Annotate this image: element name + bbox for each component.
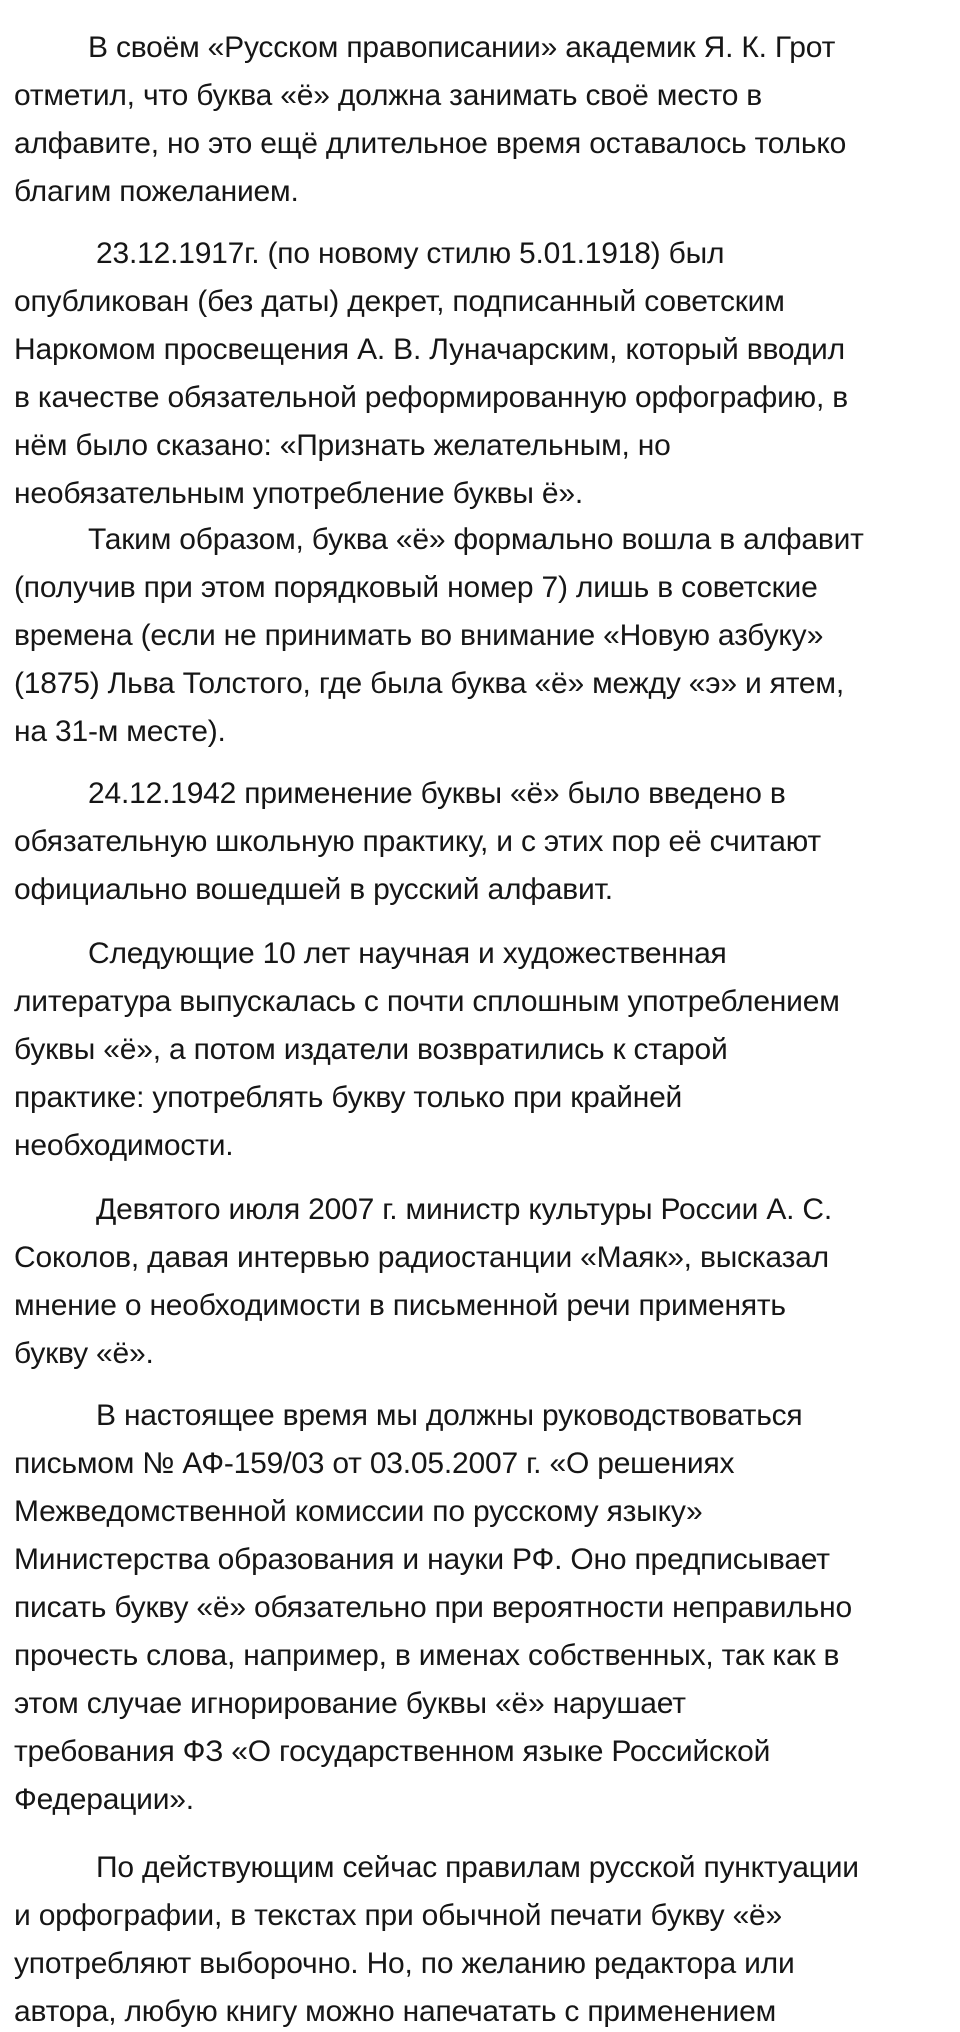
text-line: Межведомственной комиссии по русскому языку» [14, 1495, 703, 1528]
text-line: автора, любую книгу можно напечатать с применением [14, 1995, 777, 2028]
text-line: официально вошедшей в русский алфавит. [14, 873, 613, 906]
text-line: Федерации». [14, 1783, 194, 1816]
text-line: Министерства образования и науки РФ. Оно предписывает [14, 1543, 830, 1576]
text-line: в качестве обязательной реформированную орфографию, в [14, 381, 848, 414]
text-line: необходимости. [14, 1129, 234, 1162]
text-line: Таким образом, буква «ё» формально вошла в алфавит [88, 523, 864, 556]
text-line: По действующим сейчас правилам русской пунктуации [96, 1851, 859, 1884]
text-line: Девятого июля 2007 г. министр культуры России А. С. [96, 1193, 833, 1226]
text-line: письмом № АФ-159/03 от 03.05.2007 г. «О решениях [14, 1447, 735, 1480]
text-line: 23.12.1917г. (по новому стилю 5.01.1918) был [96, 237, 725, 270]
text-line: времена (если не принимать во внимание «Новую азбуку» [14, 619, 824, 652]
text-line: литература выпускалась с почти сплошным употреблением [14, 985, 840, 1018]
text-line: этом случае игнорирование буквы «ё» нарушает [14, 1687, 686, 1720]
text-line: В настоящее время мы должны руководствоваться [96, 1399, 803, 1432]
text-line: необязательным употребление буквы ё». [14, 477, 584, 510]
text-line: букву «ё». [14, 1337, 154, 1370]
text-line: употребляют выборочно. Но, по желанию редактора или [14, 1947, 795, 1980]
text-line: Соколов, давая интервью радиостанции «Маяк», высказал [14, 1241, 829, 1274]
text-line: благим пожеланием. [14, 175, 299, 208]
text-line: (1875) Льва Толстого, где была буква «ё» между «э» и ятем, [14, 667, 844, 700]
text-line: Следующие 10 лет научная и художественная [88, 937, 727, 970]
text-line: на 31-м месте). [14, 715, 226, 748]
text-line: буквы «ё», а потом издатели возвратились к старой [14, 1033, 728, 1066]
text-line: В своём «Русском правописании» академик Я. К. Грот [88, 31, 836, 64]
text-line: мнение о необходимости в письменной речи применять [14, 1289, 786, 1322]
text-line: алфавите, но это ещё длительное время оставалось только [14, 127, 847, 160]
text-line: 24.12.1942 применение буквы «ё» было введено в [88, 777, 786, 810]
text-line: и орфографии, в текстах при обычной печати букву «ё» [14, 1899, 783, 1932]
text-line: прочесть слова, например, в именах собственных, так как в [14, 1639, 840, 1672]
text-line: Наркомом просвещения А. В. Луначарским, который вводил [14, 333, 845, 366]
text-line: (получив при этом порядковый номер 7) лишь в советские [14, 571, 818, 604]
text-line: опубликован (без даты) декрет, подписанный советским [14, 285, 785, 318]
text-line: требования ФЗ «О государственном языке Российской [14, 1735, 771, 1768]
text-line: практике: употреблять букву только при крайней [14, 1081, 683, 1114]
text-line: обязательную школьную практику, и с этих пор её считают [14, 825, 821, 858]
text-line: писать букву «ё» обязательно при вероятности неправильно [14, 1591, 852, 1624]
text-line: нём было сказано: «Признать желательным, но [14, 429, 671, 462]
text-line: отметил, что буква «ё» должна занимать своё место в [14, 79, 763, 112]
